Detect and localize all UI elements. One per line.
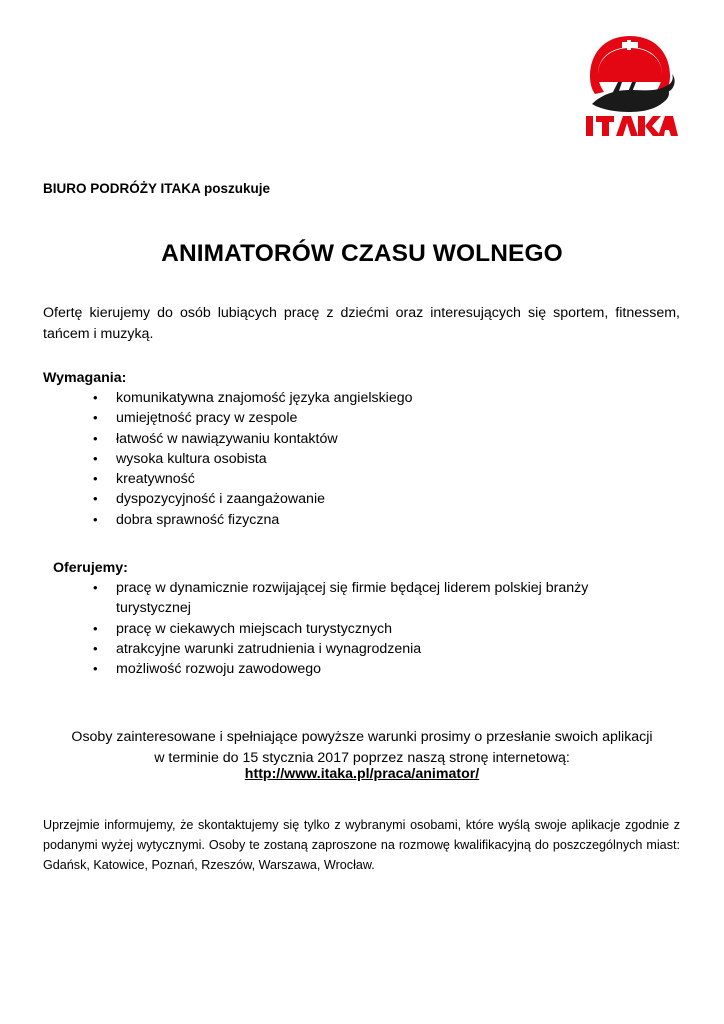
apply-line-1: Osoby zainteresowane i spełniające powyższe warunki prosimy o przesłanie swoich aplikacji — [71, 729, 653, 745]
apply-link[interactable]: http://www.itaka.pl/praca/animator/ — [244, 766, 480, 782]
list-item: • wysoka kultura osobista — [93, 449, 413, 469]
list-item: • pracę w dynamicznie rozwijającej się firmie będącej liderem polskiej branży turystycznej — [93, 578, 653, 619]
list-item: • kreatywność — [93, 469, 413, 489]
offer-list — [93, 578, 653, 679]
itaka-logo — [582, 34, 678, 138]
list-item: • możliwość rozwoju zawodowego — [93, 659, 653, 679]
offer-heading: Oferujemy: — [53, 560, 128, 576]
apply-instructions — [0, 727, 724, 768]
list-item: • dyspozycyjność i zaangażowanie — [93, 489, 413, 509]
list-item: • umiejętność pracy w zespole — [93, 408, 413, 428]
requirements-heading: Wymagania: — [43, 370, 127, 386]
lead-text: BIURO PODRÓŻY ITAKA poszukuje — [43, 181, 271, 196]
list-item: • atrakcyjne warunki zatrudnienia i wynagrodzenia — [93, 639, 653, 659]
contact-note: Uprzejmie informujemy, że skontaktujemy się tylko z wybranymi osobami, które wyślą swoje aplikacje zgodnie z podanymi wyżej wytycznymi. Osoby te zostaną zaproszone na rozmowę kwalifikacyjną do poszczególnych miast: Gdańsk, Katowice, Poznań, Rzeszów, Warszawa, Wrocław. — [43, 818, 680, 872]
list-item: • pracę w ciekawych miejscach turystycznych — [93, 619, 653, 639]
apply-url — [0, 766, 724, 782]
job-title: ANIMATORÓW CZASU WOLNEGO — [161, 240, 563, 267]
apply-line-2: w terminie do 15 stycznia 2017 poprzez naszą stronę internetową: — [154, 749, 570, 766]
list-item: • dobra sprawność fizyczna — [93, 510, 413, 530]
list-item: • komunikatywna znajomość języka angielskiego — [93, 388, 413, 408]
requirements-list — [93, 388, 413, 530]
list-item: • łatwość w nawiązywaniu kontaktów — [93, 429, 413, 449]
intro-paragraph: Ofertę kierujemy do osób lubiących pracę z dziećmi oraz interesujących się sportem, fitnessem, tańcem i muzyką. — [43, 305, 680, 342]
